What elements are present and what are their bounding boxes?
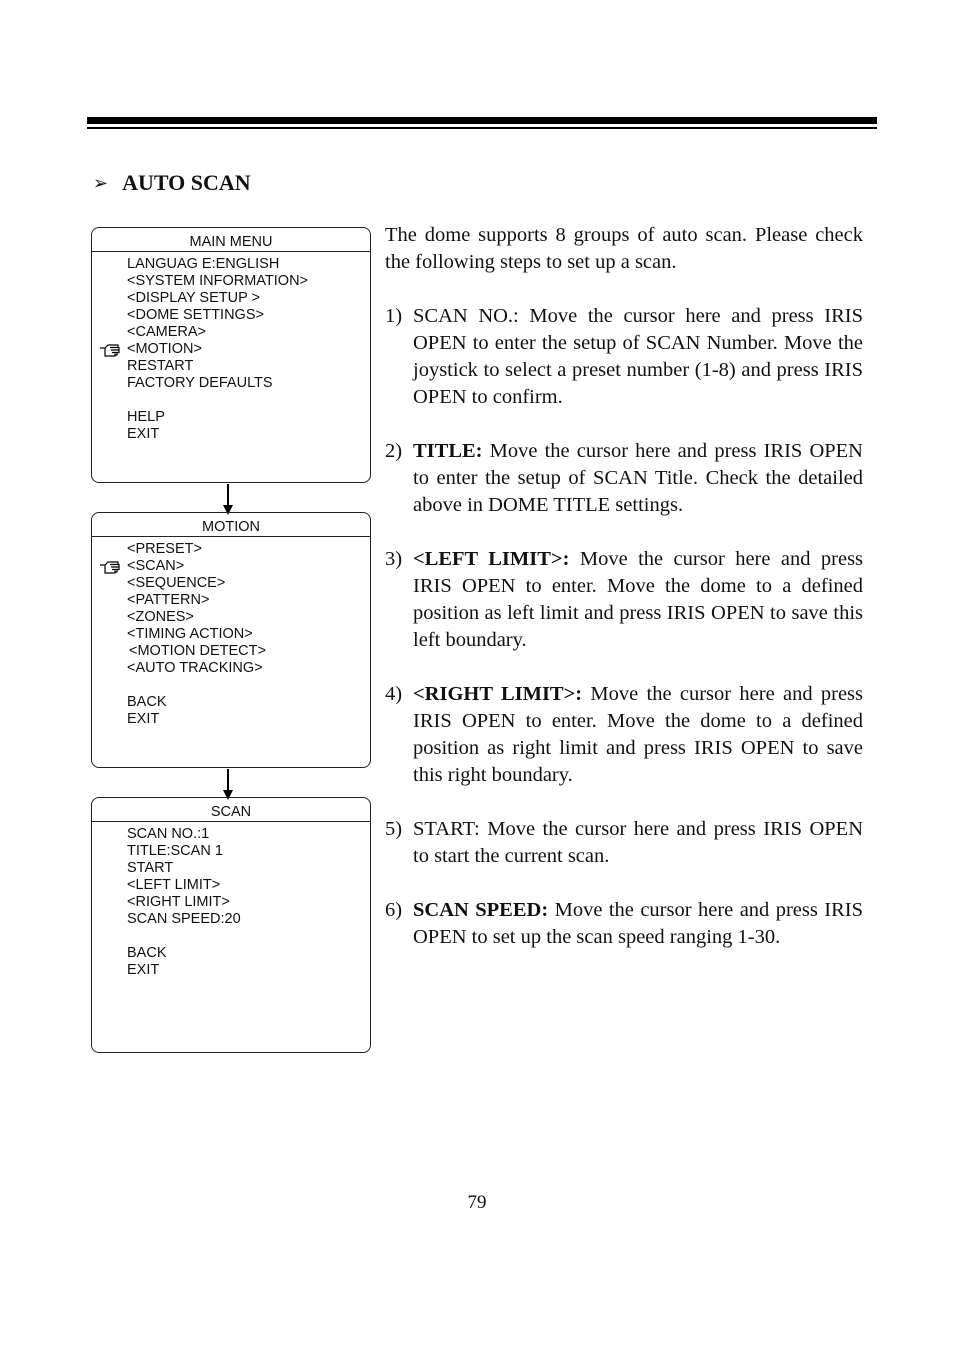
scan-menu-box (91, 797, 371, 1053)
pointing-hand-icon (99, 560, 121, 574)
step-item (385, 438, 863, 519)
menu-item-selected (92, 558, 370, 575)
motion-menu-list (92, 537, 370, 728)
arrow-bullet-icon: ➢ (93, 172, 109, 193)
step-item (385, 546, 863, 654)
step-number: 5) (385, 818, 403, 840)
menu-spacer (92, 928, 370, 945)
menu-item-selected (92, 341, 370, 358)
step-label: TITLE: (413, 440, 483, 462)
step-item (385, 816, 863, 870)
menu-item: EXIT (127, 711, 160, 727)
menu-item: FACTORY DEFAULTS (127, 375, 273, 391)
steps-list (385, 303, 863, 951)
menu-item: SCAN NO.:1 (127, 826, 210, 842)
menu-item: <AUTO TRACKING> (127, 660, 263, 676)
menu-item: <ZONES> (127, 609, 194, 625)
header-rule-thick (87, 117, 877, 124)
motion-menu-title: MOTION (92, 513, 370, 537)
menu-item: SCAN SPEED:20 (127, 911, 241, 927)
step-label: SCAN SPEED: (413, 899, 549, 921)
menu-item: RESTART (127, 358, 194, 374)
menu-item: <DOME SETTINGS> (127, 307, 264, 323)
intro-paragraph: The dome supports 8 groups of auto scan. Please check the following steps to set up a scan. (385, 224, 863, 273)
step-text: Move the cursor here and press IRIS OPEN to enter the setup of SCAN Title. Check the detailed above in DOME TITLE settings. (413, 440, 863, 516)
step-text: Move the cursor here and press IRIS OPEN to set up the scan speed ranging 1-30. (413, 899, 864, 948)
step-label: <RIGHT LIMIT>: (413, 683, 583, 705)
pointing-hand-icon (99, 343, 121, 357)
step-text: Move the cursor here and press IRIS OPEN to enter. Move the dome to a defined position as left limit and press IRIS OPEN to save this left boundary. (413, 548, 864, 651)
menu-item: <LEFT LIMIT> (127, 877, 221, 893)
step-number: 2) (385, 440, 403, 462)
menu-item: TITLE:SCAN 1 (127, 843, 223, 859)
menu-item: <MOTION DETECT> (129, 643, 266, 659)
menu-item-label: <SCAN> (127, 558, 185, 574)
page-number: 79 (467, 1192, 487, 1213)
menu-item: BACK (127, 945, 167, 961)
menu-item: LANGUAG E:ENGLISH (127, 256, 280, 272)
menu-item: START (127, 860, 174, 876)
menu-spacer (92, 392, 370, 409)
section-title: AUTO SCAN (122, 170, 251, 195)
motion-menu-box (91, 512, 371, 768)
menu-item: EXIT (127, 426, 160, 442)
main-menu-title: MAIN MENU (92, 228, 370, 252)
menu-item: <PRESET> (127, 541, 202, 557)
menu-item: <SYSTEM INFORMATION> (127, 273, 309, 289)
scan-menu-list (92, 822, 370, 979)
menu-item-label: <MOTION> (127, 341, 202, 357)
menu-spacer (92, 677, 370, 694)
step-text: START: Move the cursor here and press IRIS OPEN to start the current scan. (413, 818, 863, 867)
step-number: 1) (385, 305, 403, 327)
menu-item: <SEQUENCE> (127, 575, 226, 591)
step-item (385, 681, 863, 789)
menu-item: EXIT (127, 962, 160, 978)
step-text: Move the cursor here and press IRIS OPEN to enter. Move the dome to a defined position as right limit and press IRIS OPEN to save this right boundary. (413, 683, 864, 786)
menu-item: <DISPLAY SETUP > (127, 290, 260, 306)
step-item (385, 303, 863, 411)
scan-menu-title: SCAN (92, 798, 370, 822)
section-heading (93, 170, 251, 196)
menu-item: BACK (127, 694, 167, 710)
menu-item: HELP (127, 409, 165, 425)
menu-item: <RIGHT LIMIT> (127, 894, 230, 910)
header-rule-thin (87, 127, 877, 129)
main-menu-list (92, 252, 370, 443)
step-number: 3) (385, 548, 403, 570)
main-menu-box (91, 227, 371, 483)
step-item (385, 897, 863, 951)
menu-item: <TIMING ACTION> (127, 626, 253, 642)
step-text: SCAN NO.: Move the cursor here and press IRIS OPEN to enter the setup of SCAN Number. Move the joystick to select a preset number (1-8) and press IRIS OPEN to confirm. (413, 305, 863, 408)
menu-item: <PATTERN> (127, 592, 210, 608)
step-number: 6) (385, 899, 403, 921)
step-number: 4) (385, 683, 403, 705)
step-label: <LEFT LIMIT>: (413, 548, 570, 570)
menu-item: <CAMERA> (127, 324, 206, 340)
